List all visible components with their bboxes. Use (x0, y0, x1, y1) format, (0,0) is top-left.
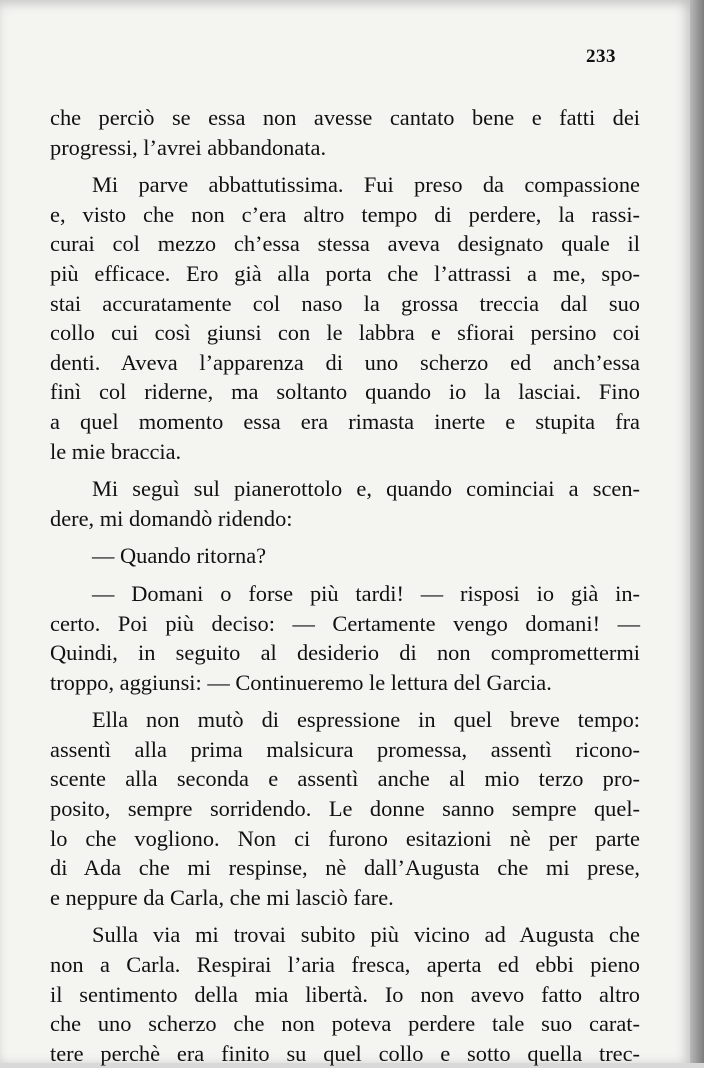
text-line: Mi parve abbattutissima. Fui preso da compassione (92, 172, 640, 198)
text-line: e neppure da Carla, che mi lasciò fare. (50, 884, 394, 910)
text-line: curai col mezzo ch’essa stessa aveva designato quale il (50, 231, 640, 257)
text-line: Sulla via mi trovai subito più vicino ad Augusta che (92, 922, 640, 948)
paragraph-1 (50, 103, 640, 162)
text-line: non a Carla. Respirai l’aria fresca, aperta ed ebbi pieno (50, 952, 640, 978)
text-line: di Ada che mi respinse, nè dall’Augusta che mi prese, (50, 855, 640, 881)
text-line: il sentimento della mia libertà. Io non avevo fatto altro (50, 981, 640, 1007)
paragraph-6 (50, 705, 640, 912)
text-line: troppo, aggiunsi: — Continueremo le lettura del Garcia. (50, 669, 552, 695)
text-line: Quindi, in seguito al desiderio di non compromettermi (50, 640, 640, 666)
paragraph-7 (50, 920, 640, 1068)
text-line: — Quando ritorna? (92, 543, 267, 569)
text-line: Mi seguì sul pianerottolo e, quando cominciai a scen- (92, 476, 640, 502)
text-line: Ella non mutò di espressione in quel breve tempo: (92, 707, 640, 733)
text-line: — Domani o forse più tardi! — risposi io già in- (92, 580, 640, 606)
text-line: stai accuratamente col naso la grossa treccia dal suo (50, 290, 640, 316)
text-line: certo. Poi più deciso: — Certamente vengo domani! — (50, 610, 640, 636)
text-line: progressi, l’avrei abbandonata. (50, 134, 327, 160)
text-line: le mie braccia. (50, 438, 182, 464)
text-line: più efficace. Ero già alla porta che l’attrassi a me, spo- (50, 260, 640, 286)
text-line: posito, sempre sorridendo. Le donne sanno sempre quel- (50, 796, 640, 822)
text-line: e, visto che non c’era altro tempo di perdere, la rassi- (50, 201, 640, 227)
text-line: dere, mi domandò ridendo: (50, 505, 293, 531)
text-line: denti. Aveva l’apparenza di uno scherzo ed anch’essa (50, 349, 640, 375)
page-edge-shadow (690, 0, 704, 1063)
text-line: scente alla seconda e assentì anche al mio terzo pro- (50, 766, 640, 792)
text-line: a quel momento essa era rimasta inerte e stupita fra (50, 408, 640, 434)
text-line: tere perchè era finito su quel collo e sotto quella trec- (50, 1040, 640, 1066)
text-line: finì col riderne, ma soltanto quando io la lasciai. Fino (50, 379, 640, 405)
text-line: che perciò se essa non avesse cantato bene e fatti dei (50, 105, 640, 130)
body-text (50, 103, 640, 1068)
text-line: che uno scherzo che non poteva perdere tale suo carat- (50, 1011, 640, 1037)
text-line: lo che vogliono. Non ci furono esitazioni nè per parte (50, 825, 640, 851)
paragraph-2 (50, 170, 640, 466)
text-line: assentì alla prima malsicura promessa, assentì ricono- (50, 736, 640, 762)
text-line: collo cui così giunsi con le labbra e sfiorai persino coi (50, 320, 640, 346)
page-number: 233 (586, 46, 616, 67)
paragraph-3 (50, 474, 640, 533)
paragraph-4 (50, 541, 640, 571)
paragraph-5 (50, 579, 640, 697)
